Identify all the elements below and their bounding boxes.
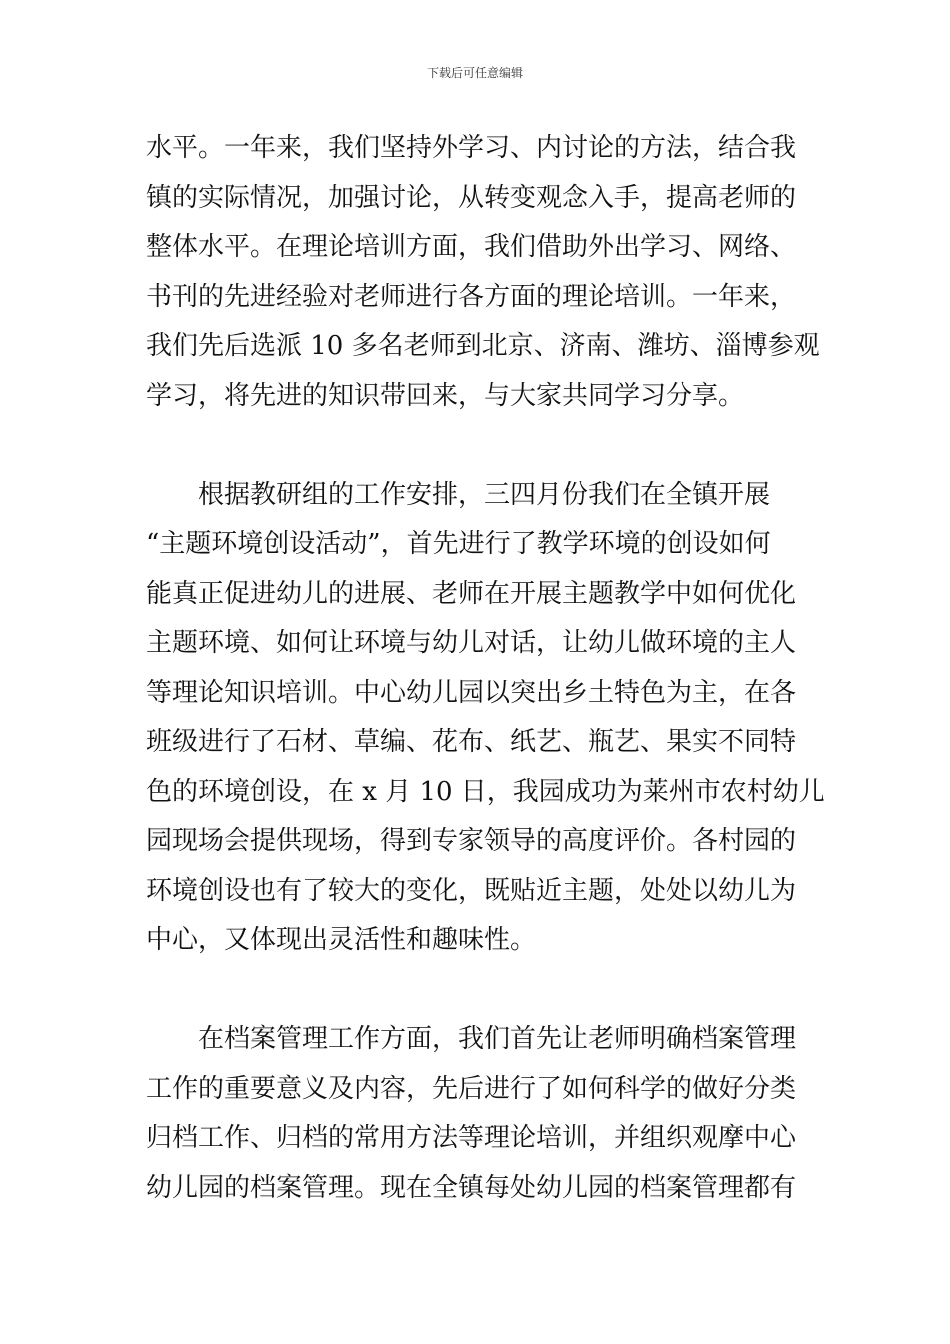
- text-line: 色的环境创设，在 x 月 10 日，我园成功为莱州市农村幼儿: [146, 776, 825, 807]
- text-line: 学习，将先进的知识带回来，与大家共同学习分享。: [146, 380, 745, 411]
- text-line: 我们先后选派 10 多名老师到北京、济南、潍坊、淄博参观: [146, 331, 820, 361]
- text-line: 归档工作、归档的常用方法等理论培训，并组织观摩中心: [146, 1123, 797, 1153]
- text-line: 能真正促进幼儿的进展、老师在开展主题教学中如何优化: [146, 578, 797, 609]
- paragraph-training: [146, 124, 820, 421]
- text-line: 工作的重要意义及内容，先后进行了如何科学的做好分类: [146, 1073, 797, 1104]
- text-line: 园现场会提供现场，得到专家领导的高度评价。各村园的: [146, 826, 797, 856]
- text-line: 主题环境、如何让环境与幼儿对话，让幼儿做环境的主人: [146, 628, 797, 658]
- text-line: 班级进行了石材、草编、花布、纸艺、瓶艺、果实不同特: [146, 727, 797, 757]
- text-line: 水平。一年来，我们坚持外学习、内讨论的方法，结合我: [146, 133, 797, 163]
- text-line: 中心，又体现出灵活性和趣味性。: [146, 925, 537, 955]
- text-line: 根据教研组的工作安排，三四月份我们在全镇开展: [146, 479, 771, 510]
- text-line: “主题环境创设活动”，首先进行了教学环境的创设如何: [146, 529, 771, 559]
- text-line: 书刊的先进经验对老师进行各方面的理论培训。一年来，: [146, 281, 797, 312]
- paragraph-spacer: [146, 421, 810, 471]
- text-line: 镇的实际情况，加强讨论，从转变观念入手，提高老师的: [146, 182, 797, 213]
- paragraph-spacer: [146, 966, 810, 1016]
- page-header: 下载后可任意编辑: [426, 66, 523, 80]
- text-line: 幼儿园的档案管理。现在全镇每处幼儿园的档案管理都有: [146, 1172, 797, 1203]
- paragraph-environment: [146, 471, 825, 966]
- document-body: [146, 124, 825, 1213]
- text-line: 环境创设也有了较大的变化，既贴近主题，处处以幼儿为: [146, 875, 797, 906]
- text-line: 整体水平。在理论培训方面，我们借助外出学习、网络、: [146, 232, 797, 262]
- text-line: 等理论知识培训。中心幼儿园以突出乡土特色为主，在各: [146, 677, 797, 708]
- paragraph-archives: [146, 1015, 810, 1213]
- text-line: 在档案管理工作方面，我们首先让老师明确档案管理: [146, 1024, 797, 1054]
